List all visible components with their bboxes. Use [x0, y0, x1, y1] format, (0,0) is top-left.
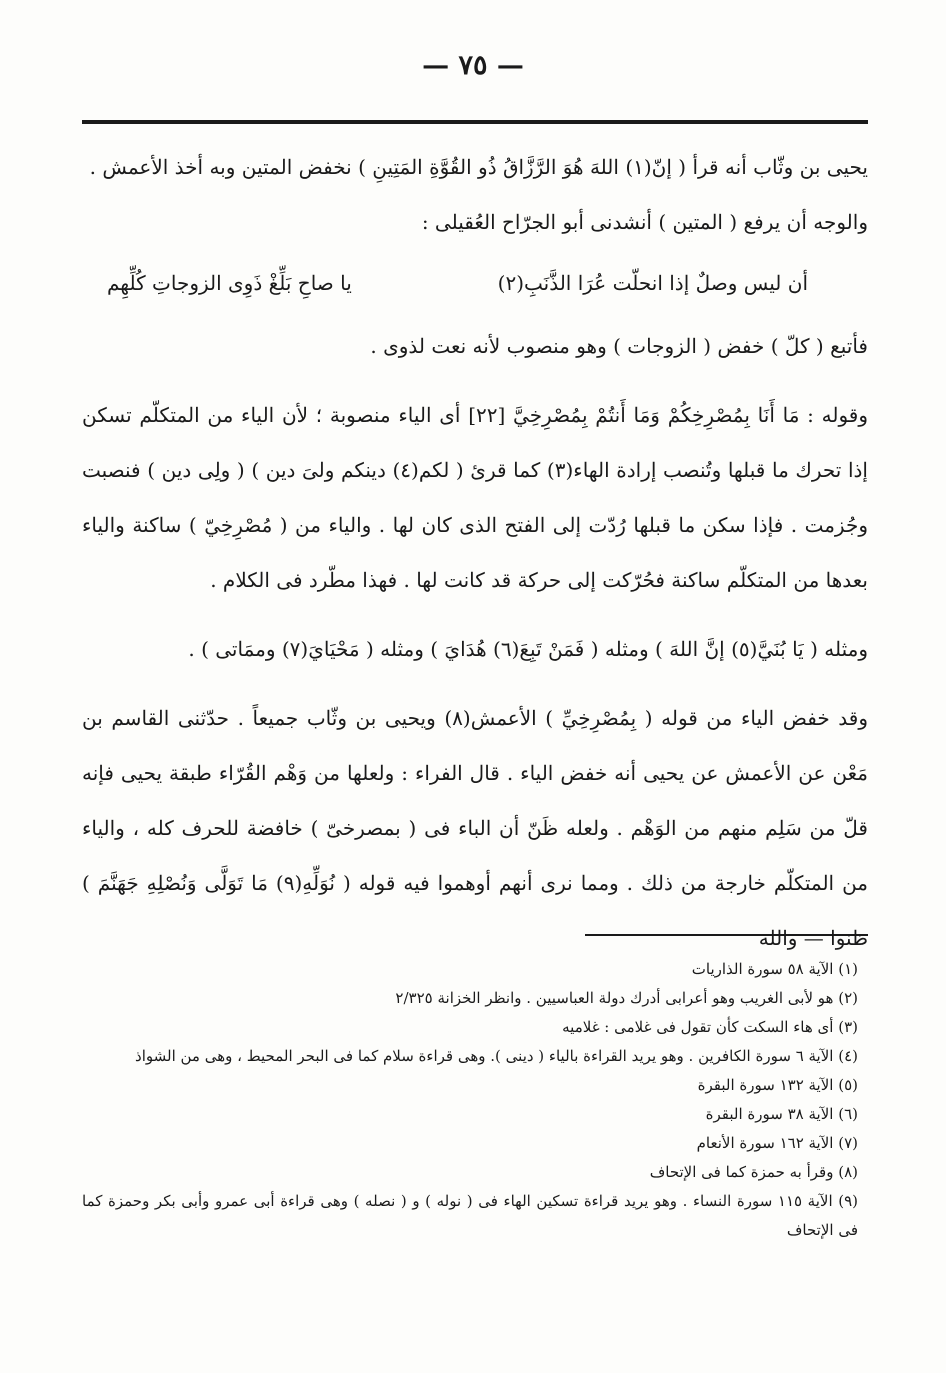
paragraph-2: فأتبع ( كلّ ) خفض ( الزوجات ) وهو منصوب لأنه نعت لذوى .	[370, 334, 868, 358]
poetry-verse	[82, 256, 868, 311]
footnote-rule	[585, 934, 868, 936]
footnote-9: (٩) الآية ١١٥ سورة النساء . وهو يريد قراءة تسكين الهاء فى ( نوله ) و ( نصله ) وهى قراءة أبى عمرو وأبى بكر وحمزة كما فى الإتحاف	[82, 1192, 858, 1239]
footnotes	[82, 955, 868, 1245]
paragraph-1-line-2: والوجه أن يرفع ( المتين ) أنشدنى أبو الجرّاح العُقيلى :	[421, 210, 868, 234]
footnote-5: (٥) الآية ١٣٢ سورة البقرة	[697, 1076, 858, 1094]
footnote-4: (٤) الآية ٦ سورة الكافرين . وهو يريد القراءة بالياء ( دينى ). وهى قراءة سلام كما فى البحر المحيط ، وهى من الشواذ	[135, 1047, 858, 1065]
header-rule	[82, 120, 868, 124]
footnote-6: (٦) الآية ٣٨ سورة البقرة	[705, 1105, 858, 1123]
footnote-3: (٣) أى هاء السكت كأن تقول فى غلامى : غلاميه	[562, 1018, 858, 1036]
verse-first-hemistich: يا صاحِ بَلِّغْ ذَوِى الزوجاتِ كُلِّهِم	[107, 271, 352, 295]
footnote-8: (٨) وقرأ به حمزة كما فى الإتحاف	[649, 1163, 858, 1181]
footnote-1: (١) الآية ٥٨ سورة الذاريات	[691, 960, 858, 978]
paragraph-3: وقوله : مَا أَنَا بِمُصْرِخِكُمْ وَمَا أَنتُمْ بِمُصْرِخِيَّ [٢٢] أى الياء منصوبة ؛ لأن الياء من المتكلّم تسكن إذا تحرك ما قبلها وتُنصب إرادة الهاء(٣) كما قرئ ( لكم(٤) دينكم ولىَ دين ) ( ولِى دين ) فنصبت وجُزمت . فإذا سكن ما قبلها رُدّت إلى الفتح الذى كان لها . والياء من ( مُصْرِخِيّ ) ساكنة والياء بعدها من المتكلّم ساكنة فحُرّكت إلى حركة قد كانت لها . فهذا مطّرد فى الكلام .	[82, 403, 868, 592]
main-text	[82, 140, 868, 966]
paragraph-5: وقد خفض الياء من قوله ( بِمُصْرِخِيِّ ) الأعمش(٨) ويحيى بن وثّاب جميعاً . حدّثنى القاسم بن مَعْن عن الأعمش عن يحيى أنه خفض الياء . قال الفراء : ولعلها من وَهْم القُرّاء طبقة يحيى فإنه قلّ من سَلِم منهم من الوَهْم . ولعله ظَنّ أن الباء فى ( بمصرخىّ ) خافضة للحرف كله ، والياء من المتكلّم خارجة من ذلك . ومما نرى أنهم أوهموا فيه قوله ( نُوَلِّهِ(٩) مَا تَوَلَّى وَنُصْلِهِ جَهَنَّمَ ) ظنوا — والله	[82, 706, 869, 950]
verse-second-hemistich: أن ليس وصلٌ إذا انحلّت عُرَا الذَّنَبِ(٢)	[497, 271, 808, 295]
paragraph-1-line-1: يحيى بن وثّاب أنه قرأ ( إنّ(١) اللهَ هُوَ الرَّزَّاقُ ذُو القُوَّةِ المَتِينِ ) نخفض المتين وبه أخذ الأعمش .	[89, 155, 868, 179]
page-number: — ٧٥ —	[422, 50, 524, 81]
paragraph-4: ومثله ( يَا بُنَيَّ(٥) إنَّ اللهَ ) ومثله ( فَمَنْ تَبِعَ(٦) هُدَايَ ) ومثله ( مَحْيَايَ(٧) وممَاتى ) .	[188, 637, 868, 661]
footnote-2: (٢) هو لأبى الغريب وهو أعرابى أدرك دولة العباسيين . وانظر الخزانة ٢/٣٢٥	[395, 989, 858, 1007]
footnote-7: (٧) الآية ١٦٢ سورة الأنعام	[696, 1134, 858, 1152]
